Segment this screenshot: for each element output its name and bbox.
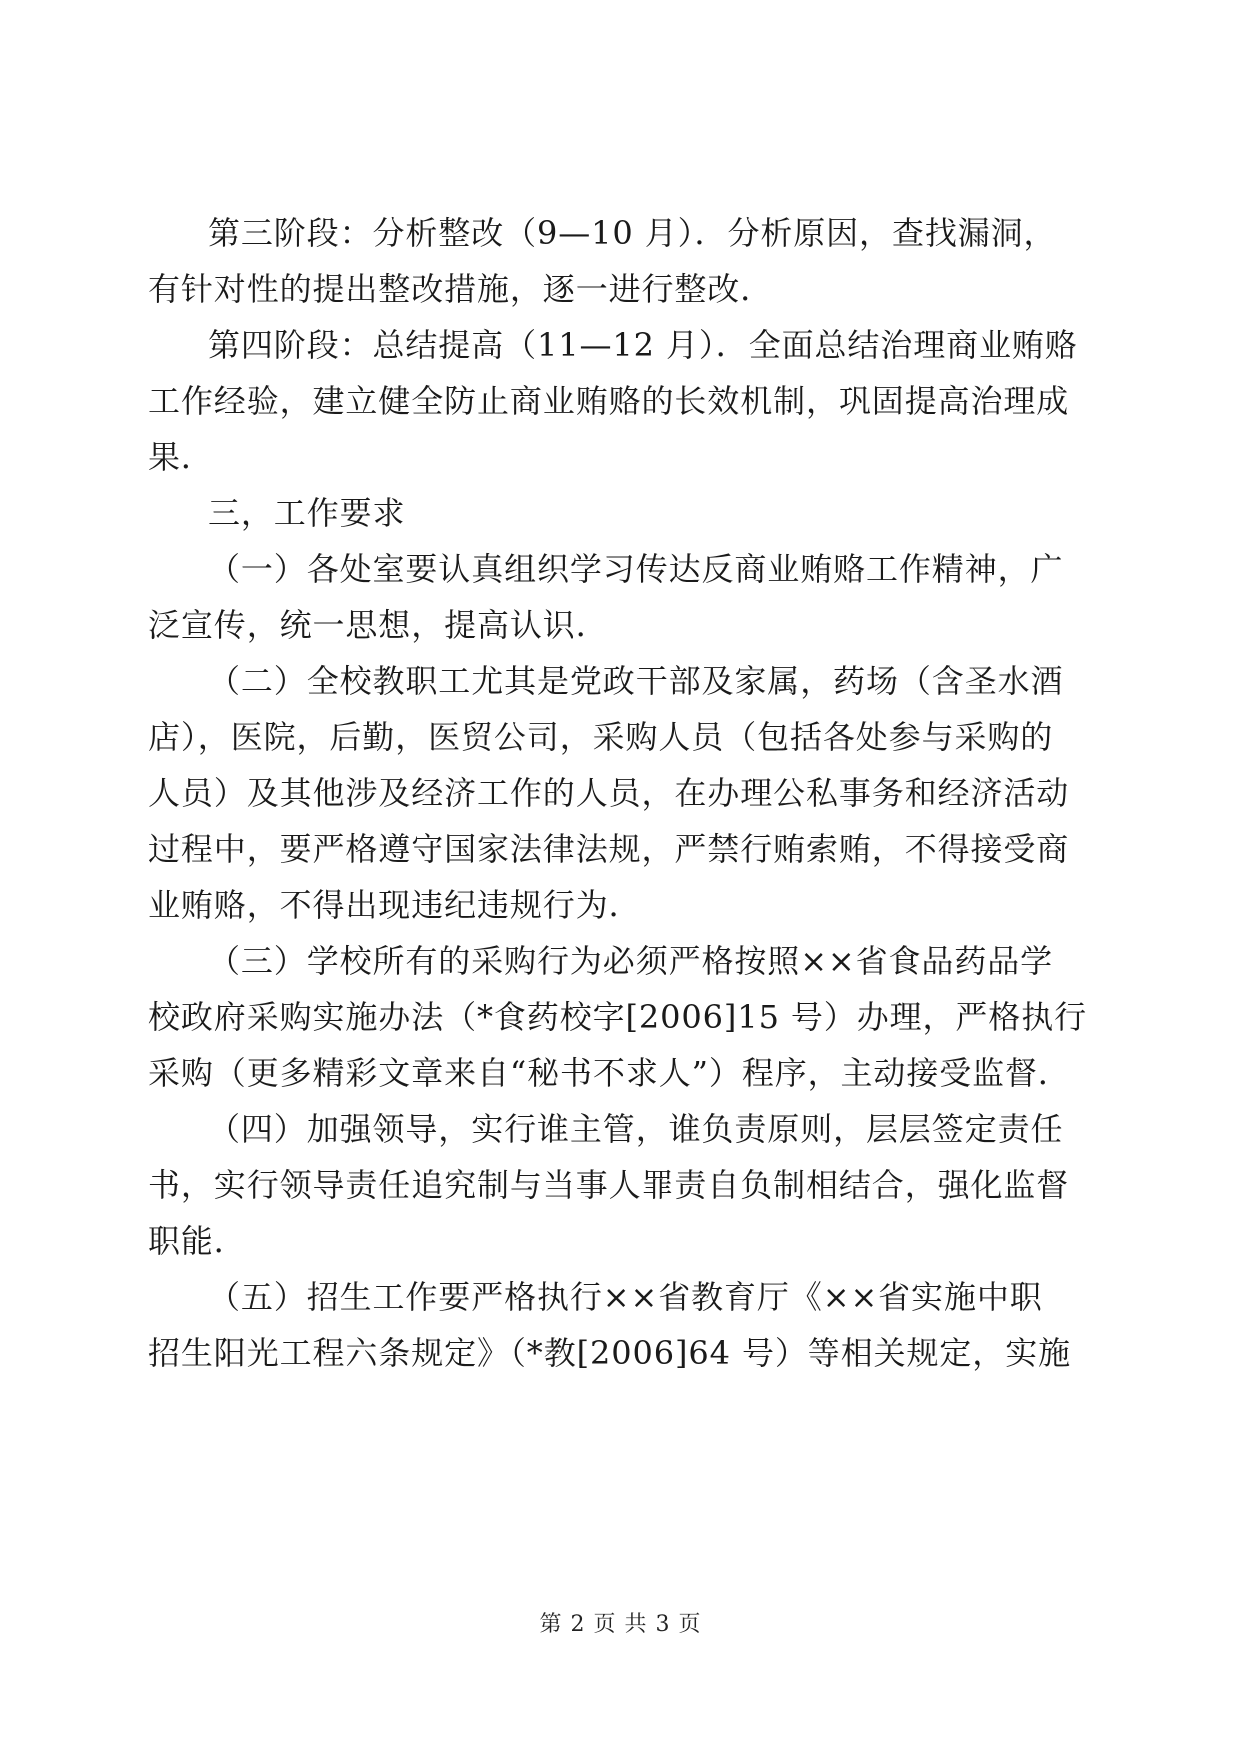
text-line: 工作经验，建立健全防止商业贿赂的长效机制，巩固提高治理成 xyxy=(148,382,1070,420)
text-line: 店），医院，后勤，医贸公司，采购人员（包括各处参与采购的 xyxy=(148,718,1054,756)
text-line: 采购（更多精彩文章来自“秘书不求人”）程序，主动接受监督． xyxy=(148,1054,1071,1092)
text-line: （三）学校所有的采购行为必须严格按照××省食品药品学 xyxy=(208,942,1054,980)
text-line: 招生阳光工程六条规定》（*教[2006]64 号）等相关规定，实施 xyxy=(148,1334,1071,1372)
text-line: 泛宣传，统一思想，提高认识． xyxy=(148,606,609,644)
text-line: 过程中，要严格遵守国家法律法规，严禁行贿索贿，不得接受商 xyxy=(148,830,1070,868)
text-line: 书，实行领导责任追究制与当事人罪责自负制相结合，强化监督 xyxy=(148,1166,1070,1204)
text-line: （二）全校教职工尤其是党政干部及家属，药场（含圣水酒 xyxy=(208,662,1064,700)
text-line: 职能． xyxy=(148,1222,247,1260)
section-heading: 三，工作要求 xyxy=(208,494,406,532)
text-line: 第四阶段：总结提高（11—12 月）．全面总结治理商业贿赂 xyxy=(208,326,1078,364)
text-line: 人员）及其他涉及经济工作的人员，在办理公私事务和经济活动 xyxy=(148,774,1070,812)
text-line: （五）招生工作要严格执行××省教育厅《××省实施中职 xyxy=(208,1278,1043,1316)
text-line: （一）各处室要认真组织学习传达反商业贿赂工作精神，广 xyxy=(208,550,1064,588)
text-line: 果． xyxy=(148,438,214,476)
text-line: 第三阶段：分析整改（9—10 月）．分析原因，查找漏洞， xyxy=(208,214,1057,252)
text-line: （四）加强领导，实行谁主管，谁负责原则，层层签定责任 xyxy=(208,1110,1064,1148)
text-line: 校政府采购实施办法（*食药校字[2006]15 号）办理，严格执行 xyxy=(148,998,1087,1036)
text-line: 业贿赂，不得出现违纪违规行为． xyxy=(148,886,642,924)
text-line: 有针对性的提出整改措施，逐一进行整改． xyxy=(148,270,774,308)
page-footer: 第 2 页 共 3 页 xyxy=(539,1612,702,1637)
